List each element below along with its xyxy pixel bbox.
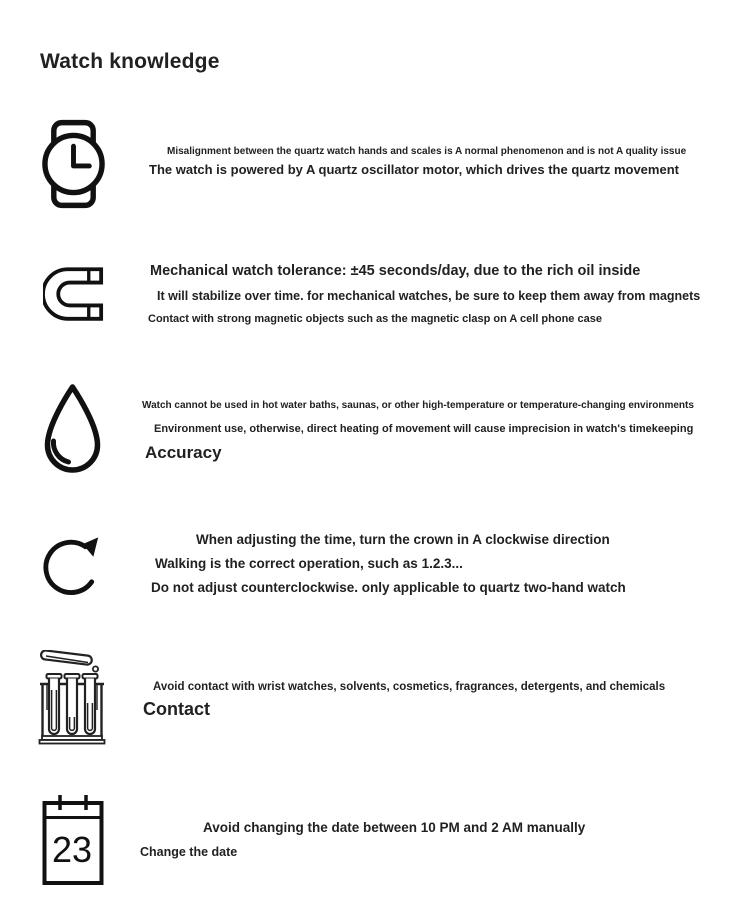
change-date-heading: Change the date [140, 845, 238, 859]
page-title: Watch knowledge [40, 50, 220, 74]
test-tubes-icon [38, 650, 106, 745]
quartz-power-note: The watch is powered by A quartz oscillator motor, which drives the quartz movement [149, 162, 679, 177]
clockwise-arrow-icon [42, 527, 104, 600]
calendar-icon [42, 793, 104, 886]
contact-heading: Contact [143, 699, 210, 719]
magnet-icon [43, 267, 104, 321]
walking-note: Walking is the correct operation, such as 1.2.3... [155, 556, 463, 571]
avoid-date-change-note: Avoid changing the date between 10 PM and 2 AM manually [203, 820, 586, 835]
crown-clockwise-note: When adjusting the time, turn the crown in A clockwise direction [196, 532, 610, 547]
tolerance-note: Mechanical watch tolerance: ±45 seconds/day, due to the rich oil inside [150, 263, 641, 279]
accuracy-heading: Accuracy [145, 443, 222, 462]
water-drop-icon [40, 383, 105, 475]
environment-note: Environment use, otherwise, direct heating of movement will cause imprecision in watch's timekeeping [154, 423, 694, 435]
chemicals-note: Avoid contact with wrist watches, solvents, cosmetics, fragrances, detergents, and chemicals [153, 681, 666, 693]
counterclockwise-note: Do not adjust counterclockwise. only applicable to quartz two-hand watch [151, 580, 626, 595]
stabilize-note: It will stabilize over time. for mechanical watches, be sure to keep them away from magnets [157, 289, 701, 303]
calendar-day-number: 23 [51, 829, 93, 870]
magnetic-contact-note: Contact with strong magnetic objects such as the magnetic clasp on A cell phone case [148, 313, 602, 325]
watch-icon [41, 119, 106, 209]
quartz-misalignment-note: Misalignment between the quartz watch hands and scales is A normal phenomenon and is not A quality issue [167, 146, 687, 157]
hot-water-note: Watch cannot be used in hot water baths, saunas, or other high-temperature or temperature-changing environments [142, 400, 694, 411]
